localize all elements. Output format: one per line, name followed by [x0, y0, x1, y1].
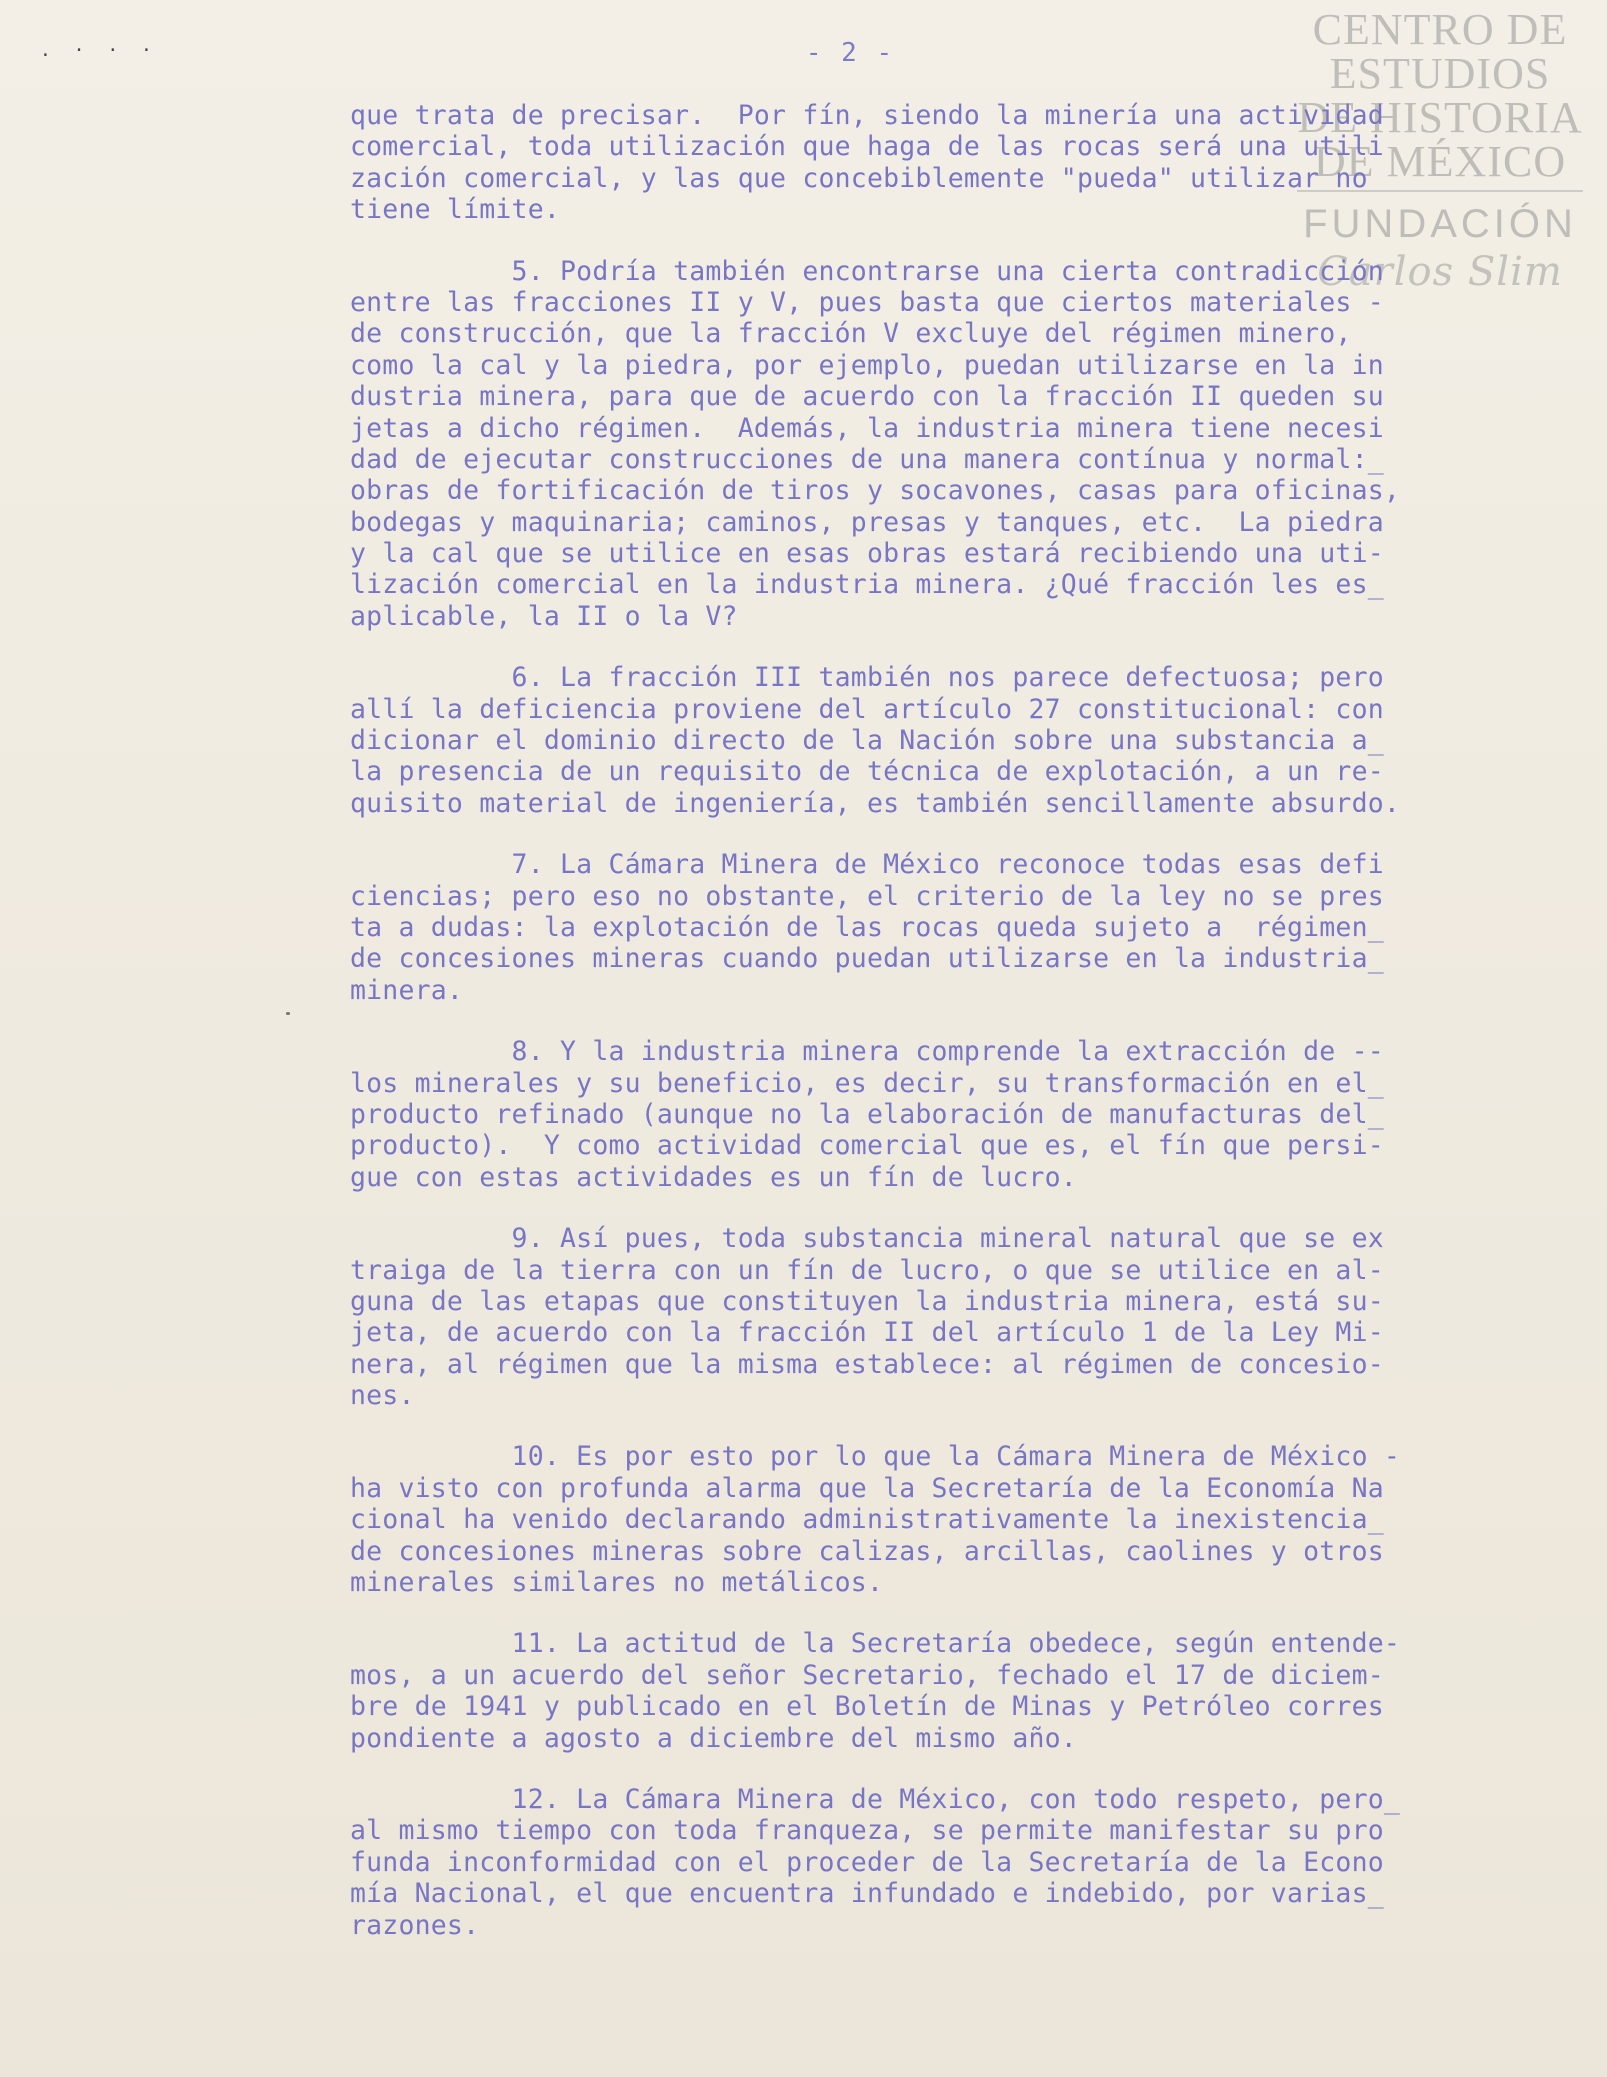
text-line: 12. La Cámara Minera de México, con todo respeto, pero_ — [350, 1783, 1401, 1815]
text-line: los minerales y su beneficio, es decir, su transformación en el_ — [350, 1067, 1384, 1099]
text-line: mía Nacional, el que encuentra infundado e indebido, por varias_ — [350, 1878, 1384, 1910]
text-line: producto). Y como actividad comercial que es, el fín que persi- — [350, 1130, 1384, 1162]
text-line: dad de ejecutar construcciones de una manera contínua y normal:_ — [350, 443, 1384, 475]
text-line: allí la deficiencia proviene del artículo 27 constitucional: con — [350, 693, 1384, 725]
paragraph — [350, 1441, 1565, 1598]
text-line: guna de las etapas que constituyen la industria minera, está su- — [350, 1285, 1384, 1317]
text-line: nes. — [350, 1380, 415, 1412]
paragraph — [350, 1784, 1565, 1941]
watermark-line: CENTRO DE — [1312, 5, 1568, 54]
text-line: y la cal que se utilice en esas obras estará recibiendo una uti- — [350, 538, 1384, 570]
paragraph — [350, 256, 1565, 633]
text-line: bre de 1941 y publicado en el Boletín de Minas y Petróleo corres — [350, 1691, 1384, 1723]
text-line: gue con estas actividades es un fín de lucro. — [350, 1161, 1077, 1193]
text-line: jeta, de acuerdo con la fracción II del artículo 1 de la Ley Mi- — [350, 1317, 1384, 1349]
paragraph — [350, 100, 1565, 226]
text-line: de concesiones mineras cuando puedan utilizarse en la industria_ — [350, 943, 1384, 975]
text-line: aplicable, la II o la V? — [350, 600, 738, 632]
watermark-line: DE MÉXICO — [1313, 137, 1567, 186]
text-line: bodegas y maquinaria; caminos, presas y tanques, etc. La piedra — [350, 506, 1384, 538]
text-line: funda inconformidad con el proceder de la Secretaría de la Econo — [350, 1846, 1384, 1878]
text-line: 7. La Cámara Minera de México reconoce todas esas defi — [350, 849, 1384, 881]
paragraph — [350, 849, 1565, 1006]
watermark-line: DE HISTORIA — [1297, 93, 1583, 142]
text-line: obras de fortificación de tiros y socavones, casas para oficinas, — [350, 475, 1401, 507]
paragraph — [350, 662, 1565, 819]
text-line: comercial, toda utilización que haga de las rocas será una utili — [350, 131, 1384, 163]
text-line: 11. La actitud de la Secretaría obedece, según entende- — [350, 1628, 1401, 1660]
text-line: ha visto con profunda alarma que la Secretaría de la Economía Na — [350, 1472, 1384, 1504]
typed-body-text — [350, 100, 1565, 1971]
text-line: mos, a un acuerdo del señor Secretario, fechado el 17 de diciem- — [350, 1659, 1384, 1691]
text-line: 10. Es por esto por lo que la Cámara Minera de México - — [350, 1441, 1401, 1473]
text-line: quisito material de ingeniería, es también sencillamente absurdo. — [350, 787, 1401, 819]
text-line: minera. — [350, 974, 464, 1006]
text-line: minerales similares no metálicos. — [350, 1567, 884, 1599]
paragraph — [350, 1628, 1565, 1754]
watermark-signature: Carlos Slim — [1317, 249, 1563, 295]
page-number: - 2 - — [805, 38, 895, 68]
text-line: producto refinado (aunque no la elaboración de manufacturas del_ — [350, 1098, 1384, 1130]
text-line: tiene límite. — [350, 194, 561, 226]
text-line: jetas a dicho régimen. Además, la industria minera tiene necesi — [350, 412, 1384, 444]
text-line: como la cal y la piedra, por ejemplo, puedan utilizarse en la in — [350, 349, 1384, 381]
text-line: 8. Y la industria minera comprende la extracción de -- — [350, 1036, 1384, 1068]
text-line: lización comercial en la industria minera. ¿Qué fracción les es_ — [350, 569, 1384, 601]
text-line: de concesiones mineras sobre calizas, arcillas, caolines y otros — [350, 1535, 1384, 1567]
text-line: de construcción, que la fracción V excluye del régimen minero, — [350, 318, 1352, 350]
text-line: al mismo tiempo con toda franqueza, se permite manifestar su pro — [350, 1815, 1384, 1847]
text-line: entre las fracciones II y V, pues basta que ciertos materiales - — [350, 286, 1384, 318]
watermark-foundation: FUNDACIÓN — [1303, 202, 1577, 246]
text-line: 9. Así pues, toda substancia mineral natural que se ex — [350, 1223, 1384, 1255]
text-line: que trata de precisar. Por fín, siendo la minería una actividad — [350, 100, 1384, 131]
text-line: dicionar el dominio directo de la Nación sobre una substancia a_ — [350, 725, 1384, 757]
paragraph — [350, 1223, 1565, 1411]
text-line: nera, al régimen que la misma establece: al régimen de concesio- — [350, 1348, 1384, 1380]
paragraph — [350, 1036, 1565, 1193]
text-line: 5. Podría también encontrarse una cierta contradicción — [350, 255, 1384, 287]
text-line: zación comercial, y las que concebiblemente "pueda" utilizar no — [350, 162, 1368, 194]
text-line: cional ha venido declarando administrativamente la inexistencia_ — [350, 1504, 1384, 1536]
text-line: la presencia de un requisito de técnica de explotación, a un re- — [350, 756, 1384, 788]
text-line: 6. La fracción III también nos parece defectuosa; pero — [350, 662, 1384, 694]
text-line: ta a dudas: la explotación de las rocas queda sujeto a régimen_ — [350, 911, 1384, 943]
corner-marks: . · · · — [40, 40, 158, 61]
text-line: ciencias; pero eso no obstante, el criterio de la ley no se pres — [350, 880, 1384, 912]
text-line: traiga de la tierra con un fín de lucro, o que se utilice en al- — [350, 1254, 1384, 1286]
margin-dot — [286, 1012, 290, 1015]
watermark-line: ESTUDIOS — [1329, 49, 1551, 98]
text-line: razones. — [350, 1909, 480, 1941]
text-line: pondiente a agosto a diciembre del mismo año. — [350, 1722, 1077, 1754]
text-line: dustria minera, para que de acuerdo con la fracción II queden su — [350, 381, 1384, 413]
